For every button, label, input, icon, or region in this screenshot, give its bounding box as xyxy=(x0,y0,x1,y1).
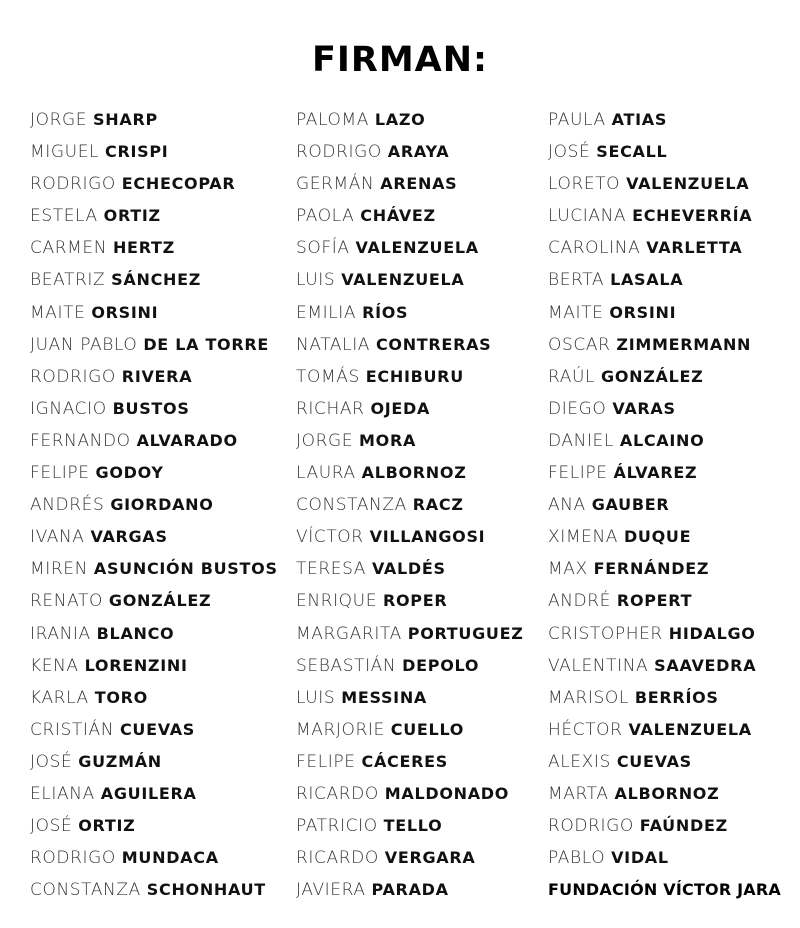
last-name: VERGARA xyxy=(384,848,476,868)
first-name: RAÚL xyxy=(548,366,596,387)
last-name: VARLETTA xyxy=(646,238,743,258)
last-name: ALVARADO xyxy=(136,430,238,450)
first-name: MIREN xyxy=(30,559,88,580)
first-name: JORGE xyxy=(296,430,354,451)
signatory-name xyxy=(548,300,800,332)
first-name: IVANA xyxy=(30,527,85,548)
signatory-name xyxy=(30,877,295,909)
last-name: ARAYA xyxy=(387,142,450,162)
signatory-name xyxy=(296,621,546,653)
signatory-name xyxy=(296,556,546,588)
last-name: VALENZUELA xyxy=(341,270,465,290)
signatory-name xyxy=(30,203,295,235)
first-name: ANDRÉS xyxy=(30,495,105,516)
first-name: CRISTIÁN xyxy=(30,719,115,740)
last-name: SHARP xyxy=(93,110,158,129)
first-name: JORGE xyxy=(30,110,88,130)
last-name: GONZÁLEZ xyxy=(108,591,212,611)
last-name: ROPER xyxy=(382,591,448,611)
last-name: SCHONHAUT xyxy=(146,880,266,900)
signatory-name xyxy=(296,845,546,877)
last-name: FAÚNDEZ xyxy=(639,816,728,836)
signatory-name xyxy=(296,492,546,524)
first-name: JOSÉ xyxy=(30,816,73,837)
last-name: MESSINA xyxy=(341,687,428,707)
signatory-name xyxy=(548,813,800,845)
first-name: PALOMA xyxy=(296,110,369,130)
first-name: MAITE xyxy=(548,302,604,323)
signatory-name xyxy=(548,203,800,235)
last-name: GUZMÁN xyxy=(78,751,162,771)
last-name: VALENZUELA xyxy=(355,238,479,258)
first-name: MAX xyxy=(548,559,588,580)
last-name: GIORDANO xyxy=(110,495,214,515)
signatory-name xyxy=(30,588,295,620)
signatory-name xyxy=(548,235,800,267)
signatory-name xyxy=(30,300,295,332)
last-name: RÍOS xyxy=(362,302,409,322)
page-title: FIRMAN: xyxy=(311,40,489,80)
signatory-name xyxy=(548,267,800,299)
signatories-column-2 xyxy=(296,107,546,909)
first-name: MAITE xyxy=(30,302,86,323)
last-name: HIDALGO xyxy=(668,623,756,643)
signatory-name xyxy=(296,653,546,685)
last-name: ORSINI xyxy=(91,302,159,322)
last-name: CUEVAS xyxy=(616,751,692,771)
first-name: SOFÍA xyxy=(296,238,350,259)
last-name: DE LA TORRE xyxy=(143,334,270,354)
signatory-name xyxy=(548,428,800,460)
signatory-name xyxy=(30,332,295,364)
first-name: EMILIA xyxy=(296,302,357,323)
first-name: KARLA xyxy=(30,687,89,708)
last-name: AGUILERA xyxy=(100,783,197,803)
first-name: FELIPE xyxy=(30,463,90,484)
signatory-name xyxy=(296,267,546,299)
last-name: FERNÁNDEZ xyxy=(593,559,710,579)
signatory-name xyxy=(30,845,295,877)
first-name: JUAN PABLO xyxy=(30,334,138,355)
last-name: CUEVAS xyxy=(119,719,196,739)
signatory-name xyxy=(30,524,295,556)
first-name: RODRIGO xyxy=(296,142,382,163)
last-name: ECHIBURU xyxy=(365,366,464,386)
signatory-name xyxy=(296,877,546,909)
first-name: PAOLA xyxy=(296,206,355,227)
signatory-name xyxy=(296,524,546,556)
first-name: RICHAR xyxy=(296,398,365,419)
first-name: MARISOL xyxy=(548,687,629,708)
last-name: GODOY xyxy=(95,463,164,483)
signatory-name xyxy=(296,749,546,781)
signatory-name xyxy=(548,717,800,749)
last-name: ALCAINO xyxy=(619,430,705,450)
signatory-name xyxy=(296,781,546,813)
signatory-name xyxy=(30,717,295,749)
first-name: ANDRÉ xyxy=(548,591,611,612)
signatory-name xyxy=(296,396,546,428)
first-name: CARMEN xyxy=(30,238,108,259)
last-name: VALENZUELA xyxy=(626,174,750,194)
signatory-name xyxy=(548,139,800,171)
signatory-name xyxy=(296,460,546,492)
signatory-name xyxy=(548,781,800,813)
last-name: LASALA xyxy=(610,270,684,290)
last-name: ECHECOPAR xyxy=(121,174,236,194)
last-name: RACZ xyxy=(412,495,464,515)
first-name: CAROLINA xyxy=(548,238,641,259)
signatory-name xyxy=(30,364,295,396)
last-name: ORTIZ xyxy=(78,816,136,836)
signatory-name xyxy=(296,428,546,460)
signatory-name xyxy=(296,107,546,139)
last-name: SAAVEDRA xyxy=(654,655,757,675)
last-name: VARGAS xyxy=(90,527,168,547)
signatory-name xyxy=(548,588,800,620)
signatory-name xyxy=(30,749,295,781)
last-name: ARENAS xyxy=(380,174,458,194)
first-name: LORETO xyxy=(548,174,621,195)
first-name: VALENTINA xyxy=(548,655,649,676)
last-name: CHÁVEZ xyxy=(360,206,436,226)
last-name: ASUNCIÓN BUSTOS xyxy=(93,559,278,579)
last-name: DUQUE xyxy=(623,527,692,547)
last-name: TELLO xyxy=(383,816,443,836)
last-name: ORSINI xyxy=(609,302,677,322)
last-name: CRISPI xyxy=(105,142,169,162)
first-name: VÍCTOR xyxy=(296,527,364,548)
signatory-name xyxy=(296,235,546,267)
first-name: SEBASTIÁN xyxy=(296,655,397,676)
first-name: MARTA xyxy=(548,783,609,804)
last-name: GAUBER xyxy=(591,495,670,515)
last-name: GONZÁLEZ xyxy=(601,366,704,386)
signatory-name xyxy=(30,685,295,717)
first-name: RODRIGO xyxy=(30,366,116,387)
signatory-name xyxy=(548,107,800,139)
signatory-name xyxy=(296,813,546,845)
first-name: FELIPE xyxy=(296,751,356,772)
signatory-name xyxy=(296,171,546,203)
first-name: JOSÉ xyxy=(30,751,73,772)
signatory-name xyxy=(548,845,800,877)
signatories-column-1 xyxy=(30,107,295,909)
signatory-name xyxy=(30,396,295,428)
first-name: GERMÁN xyxy=(296,174,375,195)
first-name: MARJORIE xyxy=(296,719,385,740)
signatory-name xyxy=(548,653,800,685)
first-name: TOMÁS xyxy=(296,366,360,387)
signatory-name xyxy=(30,139,295,171)
signatory-name xyxy=(296,139,546,171)
first-name: MARGARITA xyxy=(296,623,402,644)
last-name: LORENZINI xyxy=(84,655,188,675)
first-name: DIEGO xyxy=(548,398,607,419)
last-name: MORA xyxy=(359,430,417,450)
last-name: ECHEVERRÍA xyxy=(632,206,753,226)
signatory-name xyxy=(548,396,800,428)
first-name: JAVIERA xyxy=(296,880,366,901)
last-name: RIVERA xyxy=(121,366,193,386)
first-name: PABLO xyxy=(548,848,606,869)
signatory-name xyxy=(30,460,295,492)
last-name: MALDONADO xyxy=(384,783,510,803)
first-name: CONSTANZA xyxy=(30,880,141,901)
signatory-name xyxy=(30,428,295,460)
last-name: CONTRERAS xyxy=(375,334,492,354)
first-name: OSCAR xyxy=(548,334,611,355)
last-name: SÁNCHEZ xyxy=(111,270,202,290)
signatory-name xyxy=(548,364,800,396)
first-name: LUIS xyxy=(296,687,336,708)
last-name: ZIMMERMANN xyxy=(616,334,752,354)
signatory-name xyxy=(30,556,295,588)
first-name: PAULA xyxy=(548,110,606,130)
first-name: IRANIA xyxy=(30,623,91,644)
first-name: XIMENA xyxy=(548,527,619,548)
first-name: RODRIGO xyxy=(30,174,116,195)
first-name: IGNACIO xyxy=(30,398,107,419)
last-name: BUSTOS xyxy=(112,398,190,418)
last-name: MUNDACA xyxy=(121,848,219,868)
last-name: SECALL xyxy=(596,142,668,162)
first-name: BEATRIZ xyxy=(30,270,106,291)
signatory-name xyxy=(30,107,295,139)
first-name: HÉCTOR xyxy=(548,719,623,740)
first-name: DANIEL xyxy=(548,430,614,451)
first-name: LUCIANA xyxy=(548,206,627,227)
last-name: PARADA xyxy=(371,880,449,900)
last-name: CUELLO xyxy=(390,719,465,739)
last-name: VILLANGOSI xyxy=(369,527,486,547)
last-name: VIDAL xyxy=(611,848,669,868)
signatory-name xyxy=(548,171,800,203)
signatory-name xyxy=(296,588,546,620)
first-name: LUIS xyxy=(296,270,336,291)
signatory-name xyxy=(30,781,295,813)
first-name: LAURA xyxy=(296,463,356,484)
last-name: ALBORNOZ xyxy=(361,463,467,483)
signatory-name xyxy=(30,653,295,685)
last-name: ORTIZ xyxy=(103,206,161,226)
first-name: RODRIGO xyxy=(30,848,116,869)
first-name: JOSÉ xyxy=(548,142,591,163)
signatory-name xyxy=(548,749,800,781)
first-name: ALEXIS xyxy=(548,751,611,772)
signatory-name xyxy=(30,171,295,203)
first-name: ANA xyxy=(548,495,586,516)
first-name: PATRICIO xyxy=(296,816,378,837)
first-name: RODRIGO xyxy=(548,816,634,837)
first-name: CRISTOPHER xyxy=(548,623,663,644)
signatory-name xyxy=(296,300,546,332)
first-name: TERESA xyxy=(296,559,367,580)
first-name: RENATO xyxy=(30,591,103,612)
organization-signatory xyxy=(548,877,800,909)
first-name: CONSTANZA xyxy=(296,495,407,516)
signatory-name xyxy=(296,685,546,717)
first-name: FERNANDO xyxy=(30,430,131,451)
first-name: RICARDO xyxy=(296,848,379,869)
first-name: ENRIQUE xyxy=(296,591,378,612)
first-name: ELIANA xyxy=(30,783,95,804)
signatory-name xyxy=(548,685,800,717)
last-name: LAZO xyxy=(374,110,426,129)
last-name: ÁLVAREZ xyxy=(613,463,698,483)
last-name: ROPERT xyxy=(616,591,693,611)
first-name: MIGUEL xyxy=(30,142,100,163)
last-name: VALDÉS xyxy=(371,559,446,579)
last-name: PORTUGUEZ xyxy=(407,623,524,643)
signatory-name xyxy=(296,203,546,235)
last-name: VALENZUELA xyxy=(628,719,752,739)
signatory-name xyxy=(30,267,295,299)
first-name: RICARDO xyxy=(296,783,379,804)
signatory-name xyxy=(30,492,295,524)
signatory-name xyxy=(30,813,295,845)
last-name: VARAS xyxy=(612,398,676,418)
last-name: DEPOLO xyxy=(402,655,480,675)
signatory-name xyxy=(296,364,546,396)
last-name: BLANCO xyxy=(96,623,175,643)
last-name: OJEDA xyxy=(370,398,431,418)
signatory-name xyxy=(296,332,546,364)
signatory-name xyxy=(30,621,295,653)
first-name: BERTA xyxy=(548,270,605,291)
last-name: ALBORNOZ xyxy=(614,783,720,803)
last-name: HERTZ xyxy=(112,238,175,258)
signatory-name xyxy=(548,524,800,556)
signatory-name xyxy=(296,717,546,749)
first-name: FELIPE xyxy=(548,463,608,484)
last-name: TORO xyxy=(94,687,148,707)
signatory-name xyxy=(30,235,295,267)
signatories-column-3 xyxy=(548,107,800,909)
first-name: NATALIA xyxy=(296,334,371,355)
first-name: KENA xyxy=(30,655,79,676)
organization-name: FUNDACIÓN VÍCTOR JARA xyxy=(548,880,781,900)
last-name: BERRÍOS xyxy=(634,687,719,707)
first-name: ESTELA xyxy=(30,206,98,227)
last-name: CÁCERES xyxy=(361,751,449,771)
last-name: ATIAS xyxy=(611,110,668,129)
signatory-name xyxy=(548,621,800,653)
signatory-name xyxy=(548,460,800,492)
signatory-name xyxy=(548,556,800,588)
signatory-name xyxy=(548,492,800,524)
signatory-name xyxy=(548,332,800,364)
